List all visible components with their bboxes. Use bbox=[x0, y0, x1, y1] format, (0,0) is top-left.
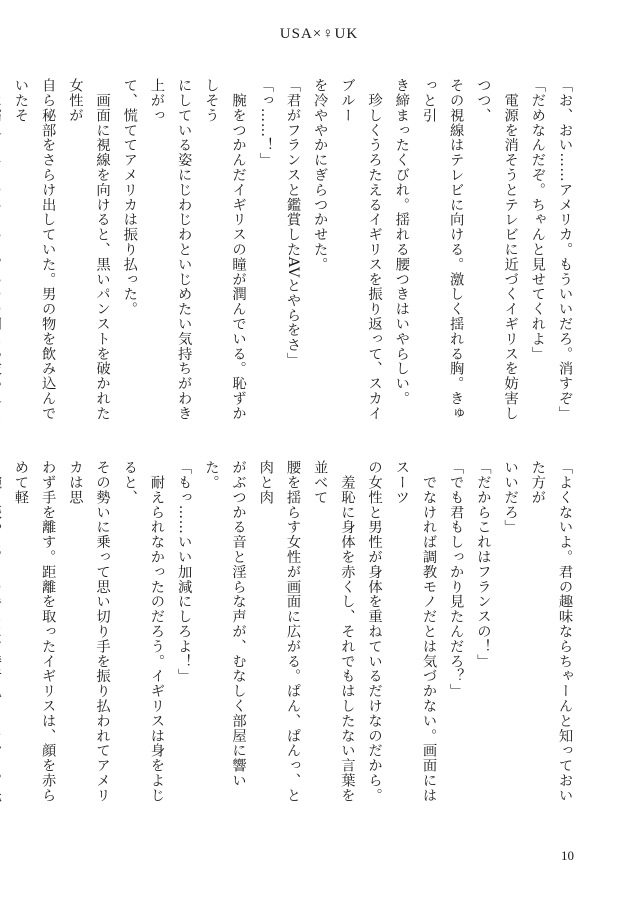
text-line: 自ら秘部をさらけ出していた。男の物を飲み込んでいたそ bbox=[12, 78, 57, 421]
text-line: 腰を揺らす女性が画面に広がる。ぱん、ぱんっ、と肉と肉 bbox=[257, 460, 301, 803]
text-line: の女性と男性が身体を重ねているだけなのだから。 bbox=[366, 460, 383, 803]
text-line: 「でも君もしっかり見たんだろ？」 bbox=[448, 460, 465, 699]
text-line bbox=[0, 78, 7, 433]
text-line: その視線はテレビに向ける。激しく揺れる胸。きゅっと引 bbox=[420, 78, 465, 421]
text-line: 「お、おい……アメリカ。もういいだろ。消すぞ」 bbox=[557, 78, 573, 421]
text-line: 「っ……！」 bbox=[257, 78, 274, 168]
text-line: 画面に視線を向けると、黒いパンストを破かれた女性が bbox=[67, 78, 111, 421]
lower-text-block bbox=[12, 460, 578, 815]
text-line: 電源を消そうとテレビに近づくイギリスを妨害しつつ、 bbox=[475, 78, 519, 421]
text-line: でなければ調教モノだとは気づかない。画面にはスーツ bbox=[393, 460, 437, 803]
text-line: にしている姿にじわじわといじめたい気持ちがわき上がっ bbox=[148, 78, 193, 421]
text-line: 耐えられなかったのだろう。イギリスは身をよじると、 bbox=[121, 460, 165, 803]
text-line: を冷ややかにぎらつかせた。 bbox=[312, 78, 329, 272]
text-line: 珍しくうろたえるイギリスを振り返って、スカイブルー bbox=[339, 78, 383, 421]
text-line: 「だからこれはフランスの！」 bbox=[475, 460, 492, 669]
text-line: 「君がフランスと鑑賞したAVとやらをさ」 bbox=[284, 78, 301, 368]
text-line: て、慌ててアメリカは振り払った。 bbox=[121, 78, 138, 317]
text-line: き締まったくびれ。揺れる腰つきはいやらしい。 bbox=[393, 78, 410, 406]
text-line: その勢いに乗って思い切り手を振り払われてアメリカは思 bbox=[67, 460, 111, 803]
upper-text-block bbox=[12, 78, 578, 433]
text-line: いいだろ」 bbox=[502, 460, 519, 535]
text-line: 腕をつかんだイギリスの瞳が潤んでいる。恥ずかしそう bbox=[203, 78, 247, 421]
page-number: 10 bbox=[561, 848, 574, 863]
text-line: 「だめなんだぞ。ちゃんと見せてくれよ」 bbox=[529, 78, 546, 362]
text-line: 「よくないよ。君の趣味ならちゃーんと知っておいた方が bbox=[529, 460, 573, 803]
text-line: わず手を離す。距離を取ったイギリスは、顔を赤らめて軽 bbox=[12, 460, 57, 803]
text-line: 「もっ……いい加減にしろよ！」 bbox=[176, 460, 193, 684]
page-header: USA×♀UK bbox=[279, 26, 359, 42]
text-line bbox=[0, 460, 7, 815]
text-line: がぶつかる音と淫らな声が、むなしく部屋に響いた。 bbox=[203, 460, 247, 788]
text-line: 羞恥に身体を赤くし、それでもはしたない言葉を並べて bbox=[312, 460, 356, 803]
